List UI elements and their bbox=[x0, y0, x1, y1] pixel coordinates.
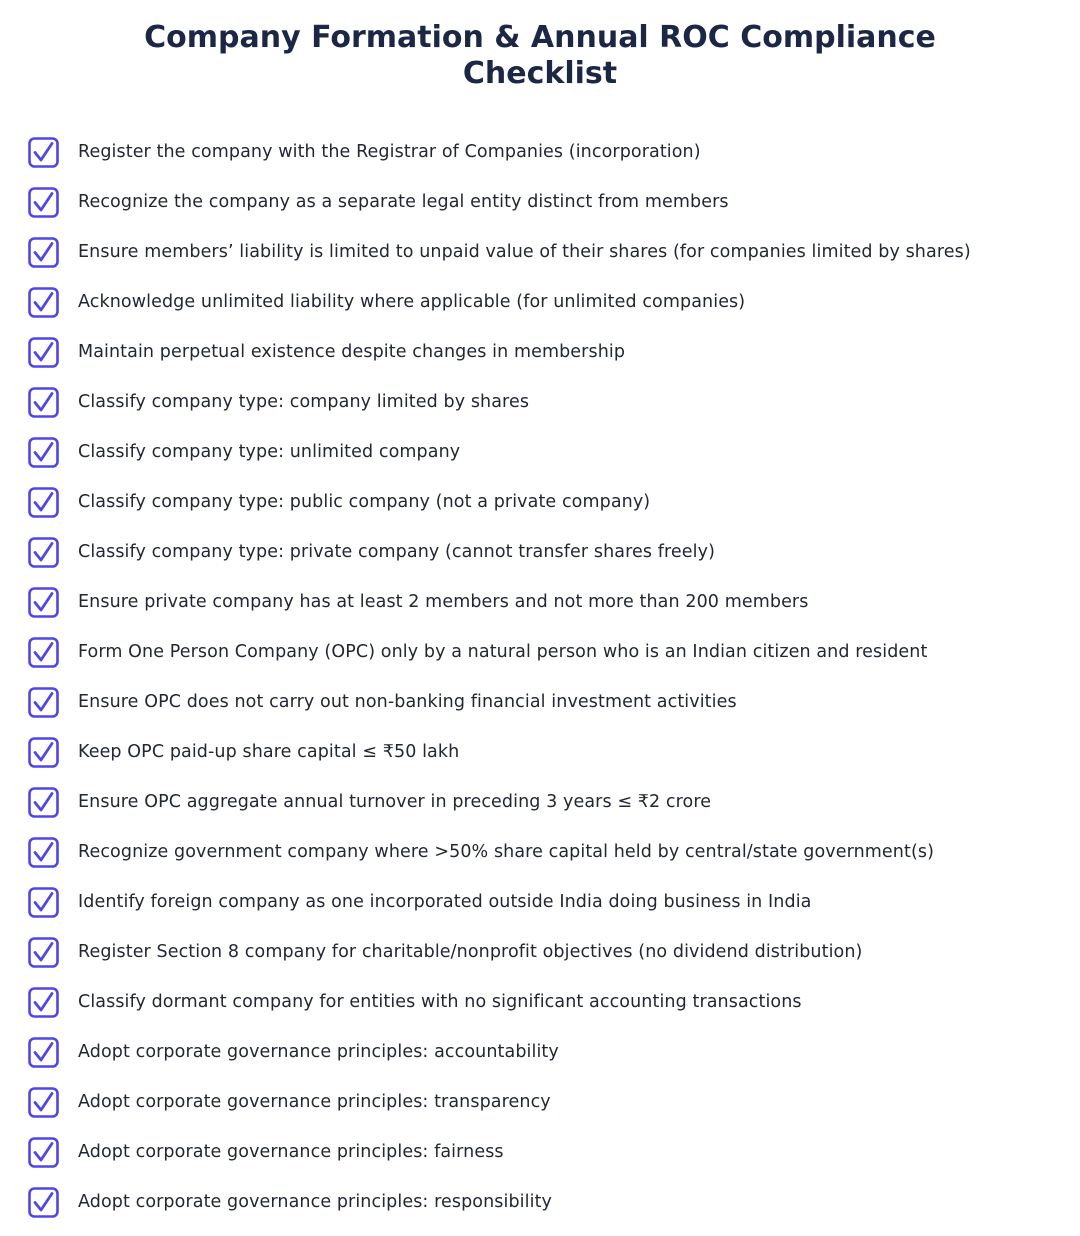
checklist-item bbox=[28, 227, 971, 277]
checklist-item bbox=[28, 127, 971, 177]
checked-checkbox-icon[interactable] bbox=[28, 387, 59, 418]
checklist-item-label: Ensure OPC aggregate annual turnover in preceding 3 years ≤ ₹2 crore bbox=[78, 792, 712, 812]
checked-checkbox-icon[interactable] bbox=[28, 1037, 59, 1068]
checked-checkbox-icon[interactable] bbox=[28, 837, 59, 868]
checked-checkbox-icon[interactable] bbox=[28, 737, 59, 768]
checklist-item-label: Recognize government company where >50% share capital held by central/state government(s) bbox=[78, 842, 935, 862]
checklist-item-label: Recognize the company as a separate legal entity distinct from members bbox=[78, 192, 729, 212]
checked-checkbox-icon[interactable] bbox=[28, 237, 59, 268]
checklist-item bbox=[28, 877, 971, 927]
checklist-item bbox=[28, 1077, 971, 1127]
checklist-item-label: Classify company type: company limited by shares bbox=[78, 392, 530, 412]
checklist-item-label: Ensure members’ liability is limited to unpaid value of their shares (for companies limited by shares) bbox=[78, 242, 971, 262]
page-title-line-1: Company Formation & Annual ROC Compliance bbox=[144, 20, 936, 55]
checked-checkbox-icon[interactable] bbox=[28, 637, 59, 668]
checked-checkbox-icon[interactable] bbox=[28, 487, 59, 518]
checklist-item bbox=[28, 377, 971, 427]
checklist-item-label: Classify company type: public company (not a private company) bbox=[78, 492, 651, 512]
checklist-item bbox=[28, 827, 971, 877]
checklist-item-label: Adopt corporate governance principles: responsibility bbox=[78, 1192, 552, 1212]
checked-checkbox-icon[interactable] bbox=[28, 1187, 59, 1218]
checklist-item bbox=[28, 477, 971, 527]
checklist-item bbox=[28, 277, 971, 327]
checklist-item bbox=[28, 677, 971, 727]
checklist-item-label: Classify dormant company for entities with no significant accounting transactions bbox=[78, 992, 802, 1012]
checklist-item bbox=[28, 527, 971, 577]
checklist-item-label: Register the company with the Registrar of Companies (incorporation) bbox=[78, 142, 701, 162]
compliance-checklist bbox=[28, 127, 971, 1227]
checked-checkbox-icon[interactable] bbox=[28, 337, 59, 368]
checked-checkbox-icon[interactable] bbox=[28, 537, 59, 568]
checklist-item bbox=[28, 777, 971, 827]
page-title-line-2: Checklist bbox=[462, 56, 618, 91]
checked-checkbox-icon[interactable] bbox=[28, 437, 59, 468]
page-title bbox=[0, 20, 1080, 92]
checked-checkbox-icon[interactable] bbox=[28, 137, 59, 168]
checklist-item-label: Classify company type: private company (cannot transfer shares freely) bbox=[78, 542, 715, 562]
checked-checkbox-icon[interactable] bbox=[28, 937, 59, 968]
checklist-item bbox=[28, 727, 971, 777]
checklist-item-label: Keep OPC paid-up share capital ≤ ₹50 lakh bbox=[78, 742, 460, 762]
checklist-item-label: Acknowledge unlimited liability where applicable (for unlimited companies) bbox=[78, 292, 746, 312]
checked-checkbox-icon[interactable] bbox=[28, 587, 59, 618]
checked-checkbox-icon[interactable] bbox=[28, 687, 59, 718]
checklist-item bbox=[28, 427, 971, 477]
checklist-item bbox=[28, 177, 971, 227]
checklist-item-label: Identify foreign company as one incorporated outside India doing business in India bbox=[78, 892, 812, 912]
checklist-item-label: Maintain perpetual existence despite changes in membership bbox=[78, 342, 626, 362]
checklist-item-label: Ensure private company has at least 2 members and not more than 200 members bbox=[78, 592, 809, 612]
checklist-item bbox=[28, 1127, 971, 1177]
checked-checkbox-icon[interactable] bbox=[28, 187, 59, 218]
checklist-item-label: Adopt corporate governance principles: transparency bbox=[78, 1092, 551, 1112]
checklist-item bbox=[28, 327, 971, 377]
checked-checkbox-icon[interactable] bbox=[28, 787, 59, 818]
checked-checkbox-icon[interactable] bbox=[28, 987, 59, 1018]
checklist-item-label: Classify company type: unlimited company bbox=[78, 442, 461, 462]
checklist-item bbox=[28, 977, 971, 1027]
checked-checkbox-icon[interactable] bbox=[28, 1137, 59, 1168]
checklist-item bbox=[28, 577, 971, 627]
checklist-item bbox=[28, 1177, 971, 1227]
checklist-item-label: Form One Person Company (OPC) only by a natural person who is an Indian citizen and resident bbox=[78, 642, 928, 662]
checklist-item-label: Ensure OPC does not carry out non-banking financial investment activities bbox=[78, 692, 737, 712]
checked-checkbox-icon[interactable] bbox=[28, 1087, 59, 1118]
checklist-item-label: Adopt corporate governance principles: fairness bbox=[78, 1142, 504, 1162]
checklist-item-label: Adopt corporate governance principles: accountability bbox=[78, 1042, 559, 1062]
checked-checkbox-icon[interactable] bbox=[28, 887, 59, 918]
checklist-item-label: Register Section 8 company for charitable/nonprofit objectives (no dividend distribution) bbox=[78, 942, 863, 962]
checked-checkbox-icon[interactable] bbox=[28, 287, 59, 318]
checklist-item bbox=[28, 1027, 971, 1077]
checklist-item bbox=[28, 927, 971, 977]
checklist-item bbox=[28, 627, 971, 677]
